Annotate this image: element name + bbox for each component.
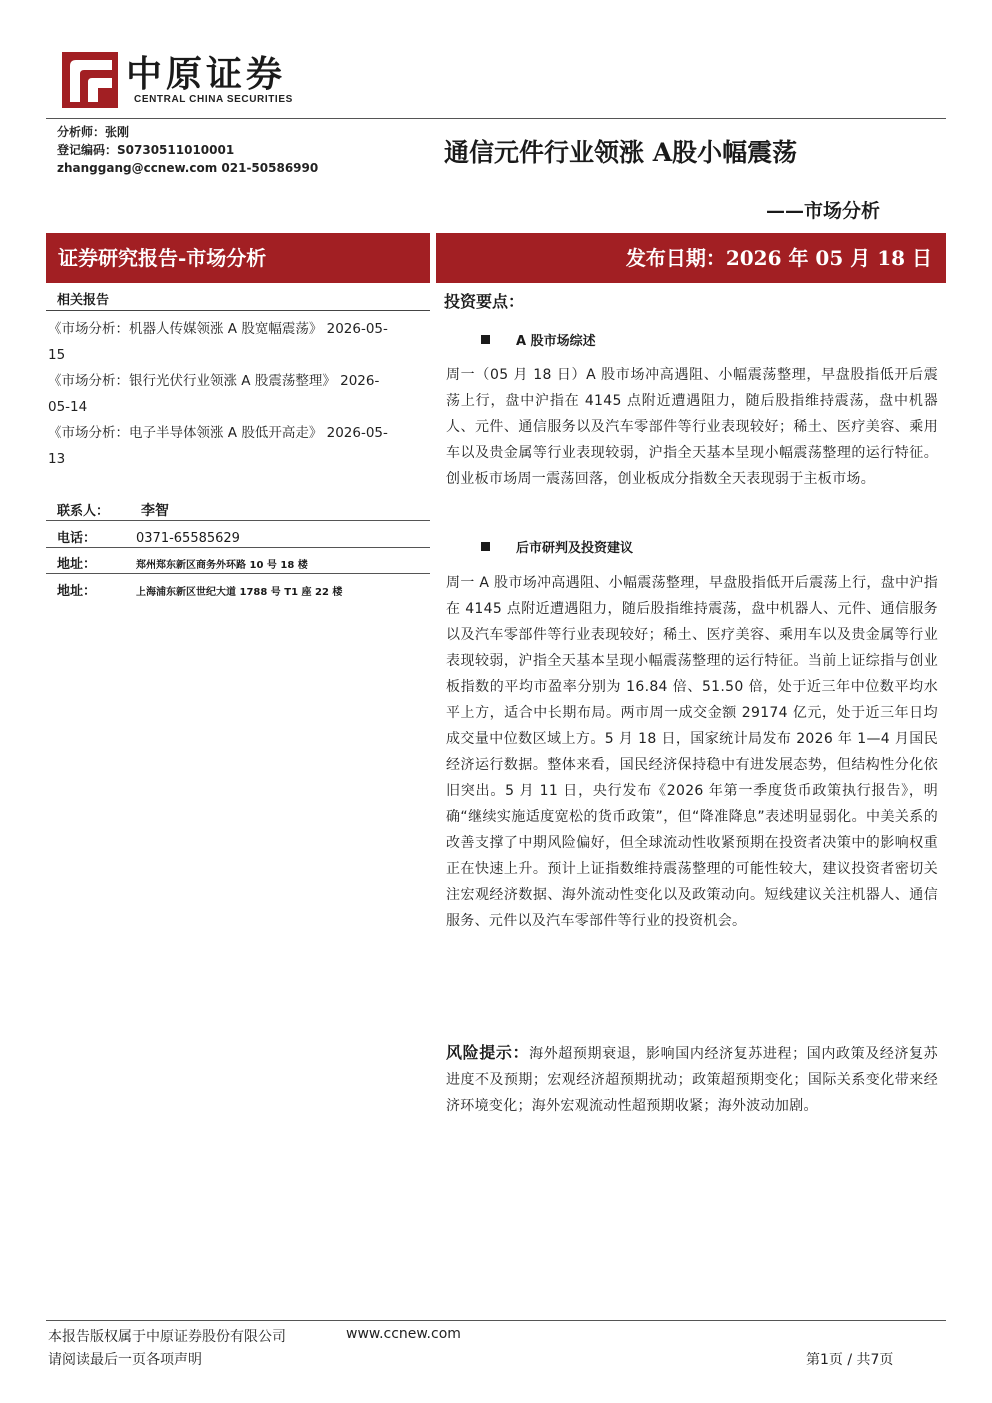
risk-text: 海外超预期衰退，影响国内经济复苏进程；国内政策及经济复苏进度不及预期；宏观经济超预期扰动；政策超预期变化；国际关系变化带来经济环境变化；海外宏观流动性超预期收紧；海外波动加剧。: [446, 1046, 938, 1114]
footer-website-link[interactable]: www.ccnew.com: [346, 1326, 461, 1342]
company-logo-icon: [62, 52, 118, 108]
phone-label: 电话：: [57, 531, 97, 546]
phone-value: 0371-65585629: [136, 531, 240, 546]
footer-disclaimer: 请阅读最后一页各项声明: [48, 1352, 202, 1368]
contact-divider: [46, 547, 430, 548]
analyst-registration: 登记编码：S0730511010001: [57, 143, 235, 157]
section-heading-outlook: [481, 537, 633, 556]
logo-english-text: CENTRAL CHINA SECURITIES: [134, 94, 293, 105]
related-divider: [46, 310, 430, 311]
outlook-paragraph: 周一 A 股市场冲高遇阻、小幅震荡整理，早盘股指低开后震荡上行，盘中沪指在 4145 点附近遭遇阻力，随后股指维持震荡，盘中机器人、元件、通信服务以及汽车零部件等行业表现较好；稀土、医疗美容、乘用车以及贵金属等行业表现较弱，沪指全天基本呈现小幅震荡整理的运行特征。当前上证综指与创业板指数的平均市盈率分别为 16.84 倍、51.50 倍，处于近三年中位数平均水平上方，适合中长期布局。两市周一成交金额 29174 亿元，处于近三年日均成交量中位数区域上方。5 月 18 日，国家统计局发布 2026 年 1—4 月国民经济运行数据。整体来看，国民经济保持稳中有进发展态势，但结构性分化依旧突出。5 月 11 日，央行发布《2026 年第一季度货币政策执行报告》，明确“继续实施适度宽松的货币政策”，但“降准降息”表述明显弱化。中美关系的改善支撑了中期风险偏好，但全球流动性收紧预期在投资者决策中的影响权重正在快速上升。预计上证指数维持震荡整理的可能性较大，建议投资者密切关注宏观经济数据、海外流动性变化以及政策动向。短线建议关注机器人、通信服务、元件以及汽车零部件等行业的投资机会。: [446, 575, 938, 929]
bullet-square-icon: [481, 542, 490, 551]
section-title: 后市研判及投资建议: [516, 541, 634, 556]
risk-warning: [446, 1040, 938, 1119]
address-zhengzhou: 郑州郑东新区商务外环路 10 号 18 楼: [136, 560, 308, 571]
header-divider: [46, 118, 946, 119]
contact-divider: [46, 573, 430, 574]
section-title: A 股市场综述: [516, 334, 596, 349]
footer-divider: [46, 1320, 946, 1321]
address-label: 地址：: [57, 557, 97, 572]
report-subtitle: ——市场分析: [766, 200, 881, 222]
report-type-banner: [46, 233, 430, 283]
contact-person-label: 联系人：: [57, 504, 110, 519]
analyst-contact: zhanggang@ccnew.com 021-50586990: [57, 161, 319, 175]
report-title: 通信元件行业领涨 A股小幅震荡: [444, 138, 798, 167]
related-reports-list: [48, 316, 393, 472]
bullet-square-icon: [481, 335, 490, 344]
related-report-item[interactable]: 《市场分析：银行光伏行业领涨 A 股震荡整理》 2026-05-14: [48, 373, 380, 415]
report-type-text: 证券研究报告-市场分析: [58, 246, 267, 270]
contact-person: 李智: [141, 503, 169, 519]
risk-label: 风险提示：: [446, 1043, 530, 1062]
footer-copyright: 本报告版权属于中原证券股份有限公司: [48, 1329, 286, 1345]
publish-date-text: 发布日期：2026 年 05 月 18 日: [625, 246, 932, 270]
analyst-block: [57, 123, 318, 177]
address-label: 地址：: [57, 584, 97, 599]
footer-page-number: 第1页 / 共7页: [806, 1352, 894, 1368]
market-review-paragraph: 周一（05 月 18 日）A 股市场冲高遇阻、小幅震荡整理，早盘股指低开后震荡上行，盘中沪指在 4145 点附近遭遇阻力，随后股指维持震荡，盘中机器人、元件、通信服务以及汽车零部件等行业表现较好；稀土、医疗美容、乘用车以及贵金属等行业表现较弱，沪指全天基本呈现小幅震荡整理的运行特征。创业板市场周一震荡回落，创业板成分指数全天表现弱于主板市场。: [446, 367, 938, 487]
publish-date-banner: [436, 233, 946, 283]
logo-chinese-text: 中原证券: [126, 53, 287, 95]
contact-divider: [46, 520, 430, 521]
related-reports-heading: 相关报告: [57, 293, 110, 308]
address-shanghai: 上海浦东新区世纪大道 1788 号 T1 座 22 楼: [136, 587, 343, 598]
investment-highlights-heading: 投资要点：: [444, 292, 525, 311]
analyst-name: 分析师：张刚: [57, 125, 130, 139]
section-heading-market-review: [481, 330, 596, 349]
related-report-item[interactable]: 《市场分析：机器人传媒领涨 A 股宽幅震荡》 2026-05-15: [48, 321, 388, 363]
related-report-item[interactable]: 《市场分析：电子半导体领涨 A 股低开高走》 2026-05-13: [48, 425, 388, 467]
